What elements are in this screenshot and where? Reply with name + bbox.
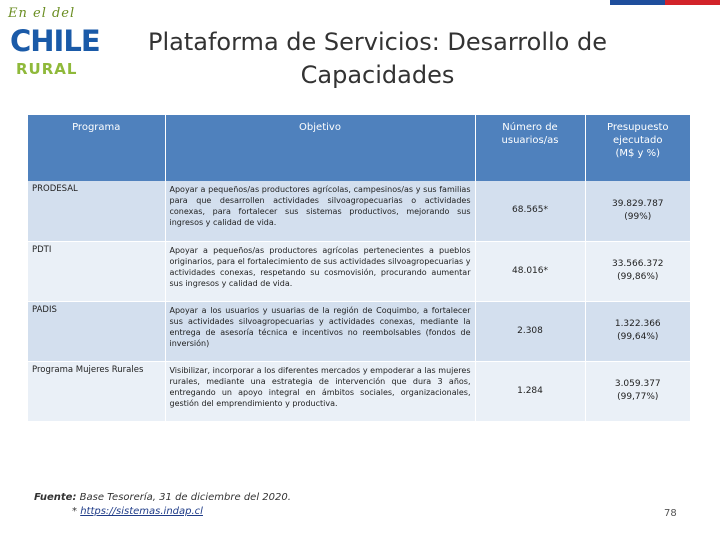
header-objetivo: Objetivo: [165, 115, 475, 181]
cell-presupuesto-value: 1.322.366: [614, 319, 661, 329]
header-programa: Programa: [28, 115, 165, 181]
footnote-link-line: [72, 506, 203, 517]
cell-objetivo: Apoyar a los usuarios y usuarias de la región de Coquimbo, a fortalecer sus actividades silvoagropecuarias y actividades conexas, mediante la entrega de asesoría técnica e incentivos no reembolsables (fondos de inversión): [165, 301, 475, 361]
title-line-1: Plataforma de Servicios: Desarrollo de: [148, 28, 607, 56]
header-usuarios: [475, 115, 585, 181]
cell-programa: PDTI: [28, 241, 165, 301]
footnote-marker: *: [72, 506, 81, 517]
title-line-2: Capacidades: [300, 61, 455, 89]
flag-bar-red: [665, 0, 720, 5]
cell-presupuesto-percent: (99,86%): [617, 272, 659, 282]
cell-presupuesto-value: 33.566.372: [611, 259, 664, 269]
cell-presupuesto: [585, 361, 690, 421]
logo-top-text: En el del: [8, 6, 76, 21]
cell-presupuesto-value: 3.059.377: [614, 379, 661, 389]
table-header-row: [28, 115, 690, 181]
table-row: [28, 241, 690, 301]
cell-presupuesto-value: 39.829.787: [611, 198, 664, 209]
source-text: Base Tesorería, 31 de diciembre del 2020.: [76, 492, 291, 503]
cell-programa: Programa Mujeres Rurales: [28, 361, 165, 421]
header-usuarios-line2: usuarios/as: [501, 135, 559, 146]
cell-usuarios: 1.284: [475, 361, 585, 421]
indap-link[interactable]: https://sistemas.indap.cl: [80, 506, 203, 517]
cell-objetivo: Apoyar a pequeños/as productores agrícolas, campesinos/as y sus familias para que desarrollen actividades silvoagropecuarias o actividades conexas, para fortalecer sus sistemas productivos, mejorando sus ingresos y calidad de vida.: [165, 181, 475, 241]
logo-sub-text: RURAL: [16, 60, 78, 78]
header-usuarios-line1: Número de: [502, 122, 558, 133]
page-number: 78: [664, 508, 677, 519]
page-title: [115, 26, 640, 92]
flag-bar-blue: [610, 0, 665, 5]
programs-table: [28, 115, 690, 422]
chile-rural-logo: [6, 6, 100, 84]
logo-main-text: CHILE: [10, 24, 100, 58]
cell-objetivo: Apoyar a pequeños/as productores agrícolas pertenecientes a pueblos originarios, para el fortalecimiento de sus actividades silvoagropecuarias y actividades conexas, respetando su cosmovisión, procurando aumentar sus ingresos y calidad de vida.: [165, 241, 475, 301]
cell-programa: PADIS: [28, 301, 165, 361]
cell-programa: PRODESAL: [28, 181, 165, 241]
cell-usuarios: 48.016*: [475, 241, 585, 301]
cell-presupuesto-percent: (99%): [624, 211, 652, 222]
cell-objetivo: Visibilizar, incorporar a los diferentes mercados y empoderar a las mujeres rurales, mediante una estrategia de intervención que dura 3 años, entregando un apoyo integral en ámbitos sociales, organizacionales, gestión del emprendimiento y productiva.: [165, 361, 475, 421]
header-presupuesto-line2: ejecutado: [613, 135, 663, 146]
cell-presupuesto-percent: (99,77%): [617, 392, 659, 402]
header-presupuesto: [585, 115, 690, 181]
cell-usuarios: 2.308: [475, 301, 585, 361]
cell-presupuesto-percent: (99,64%): [617, 332, 659, 342]
cell-usuarios: 68.565*: [475, 181, 585, 241]
cell-presupuesto: [585, 241, 690, 301]
header-presupuesto-line3: (M$ y %): [615, 148, 661, 159]
table-row: [28, 361, 690, 421]
source-label: Fuente:: [34, 492, 77, 503]
source-note: [34, 492, 291, 503]
flag-bar: [610, 0, 720, 5]
cell-presupuesto: [585, 301, 690, 361]
table-row: [28, 301, 690, 361]
cell-presupuesto: [585, 181, 690, 241]
table-row: [28, 181, 690, 241]
header-presupuesto-line1: Presupuesto: [606, 122, 669, 133]
